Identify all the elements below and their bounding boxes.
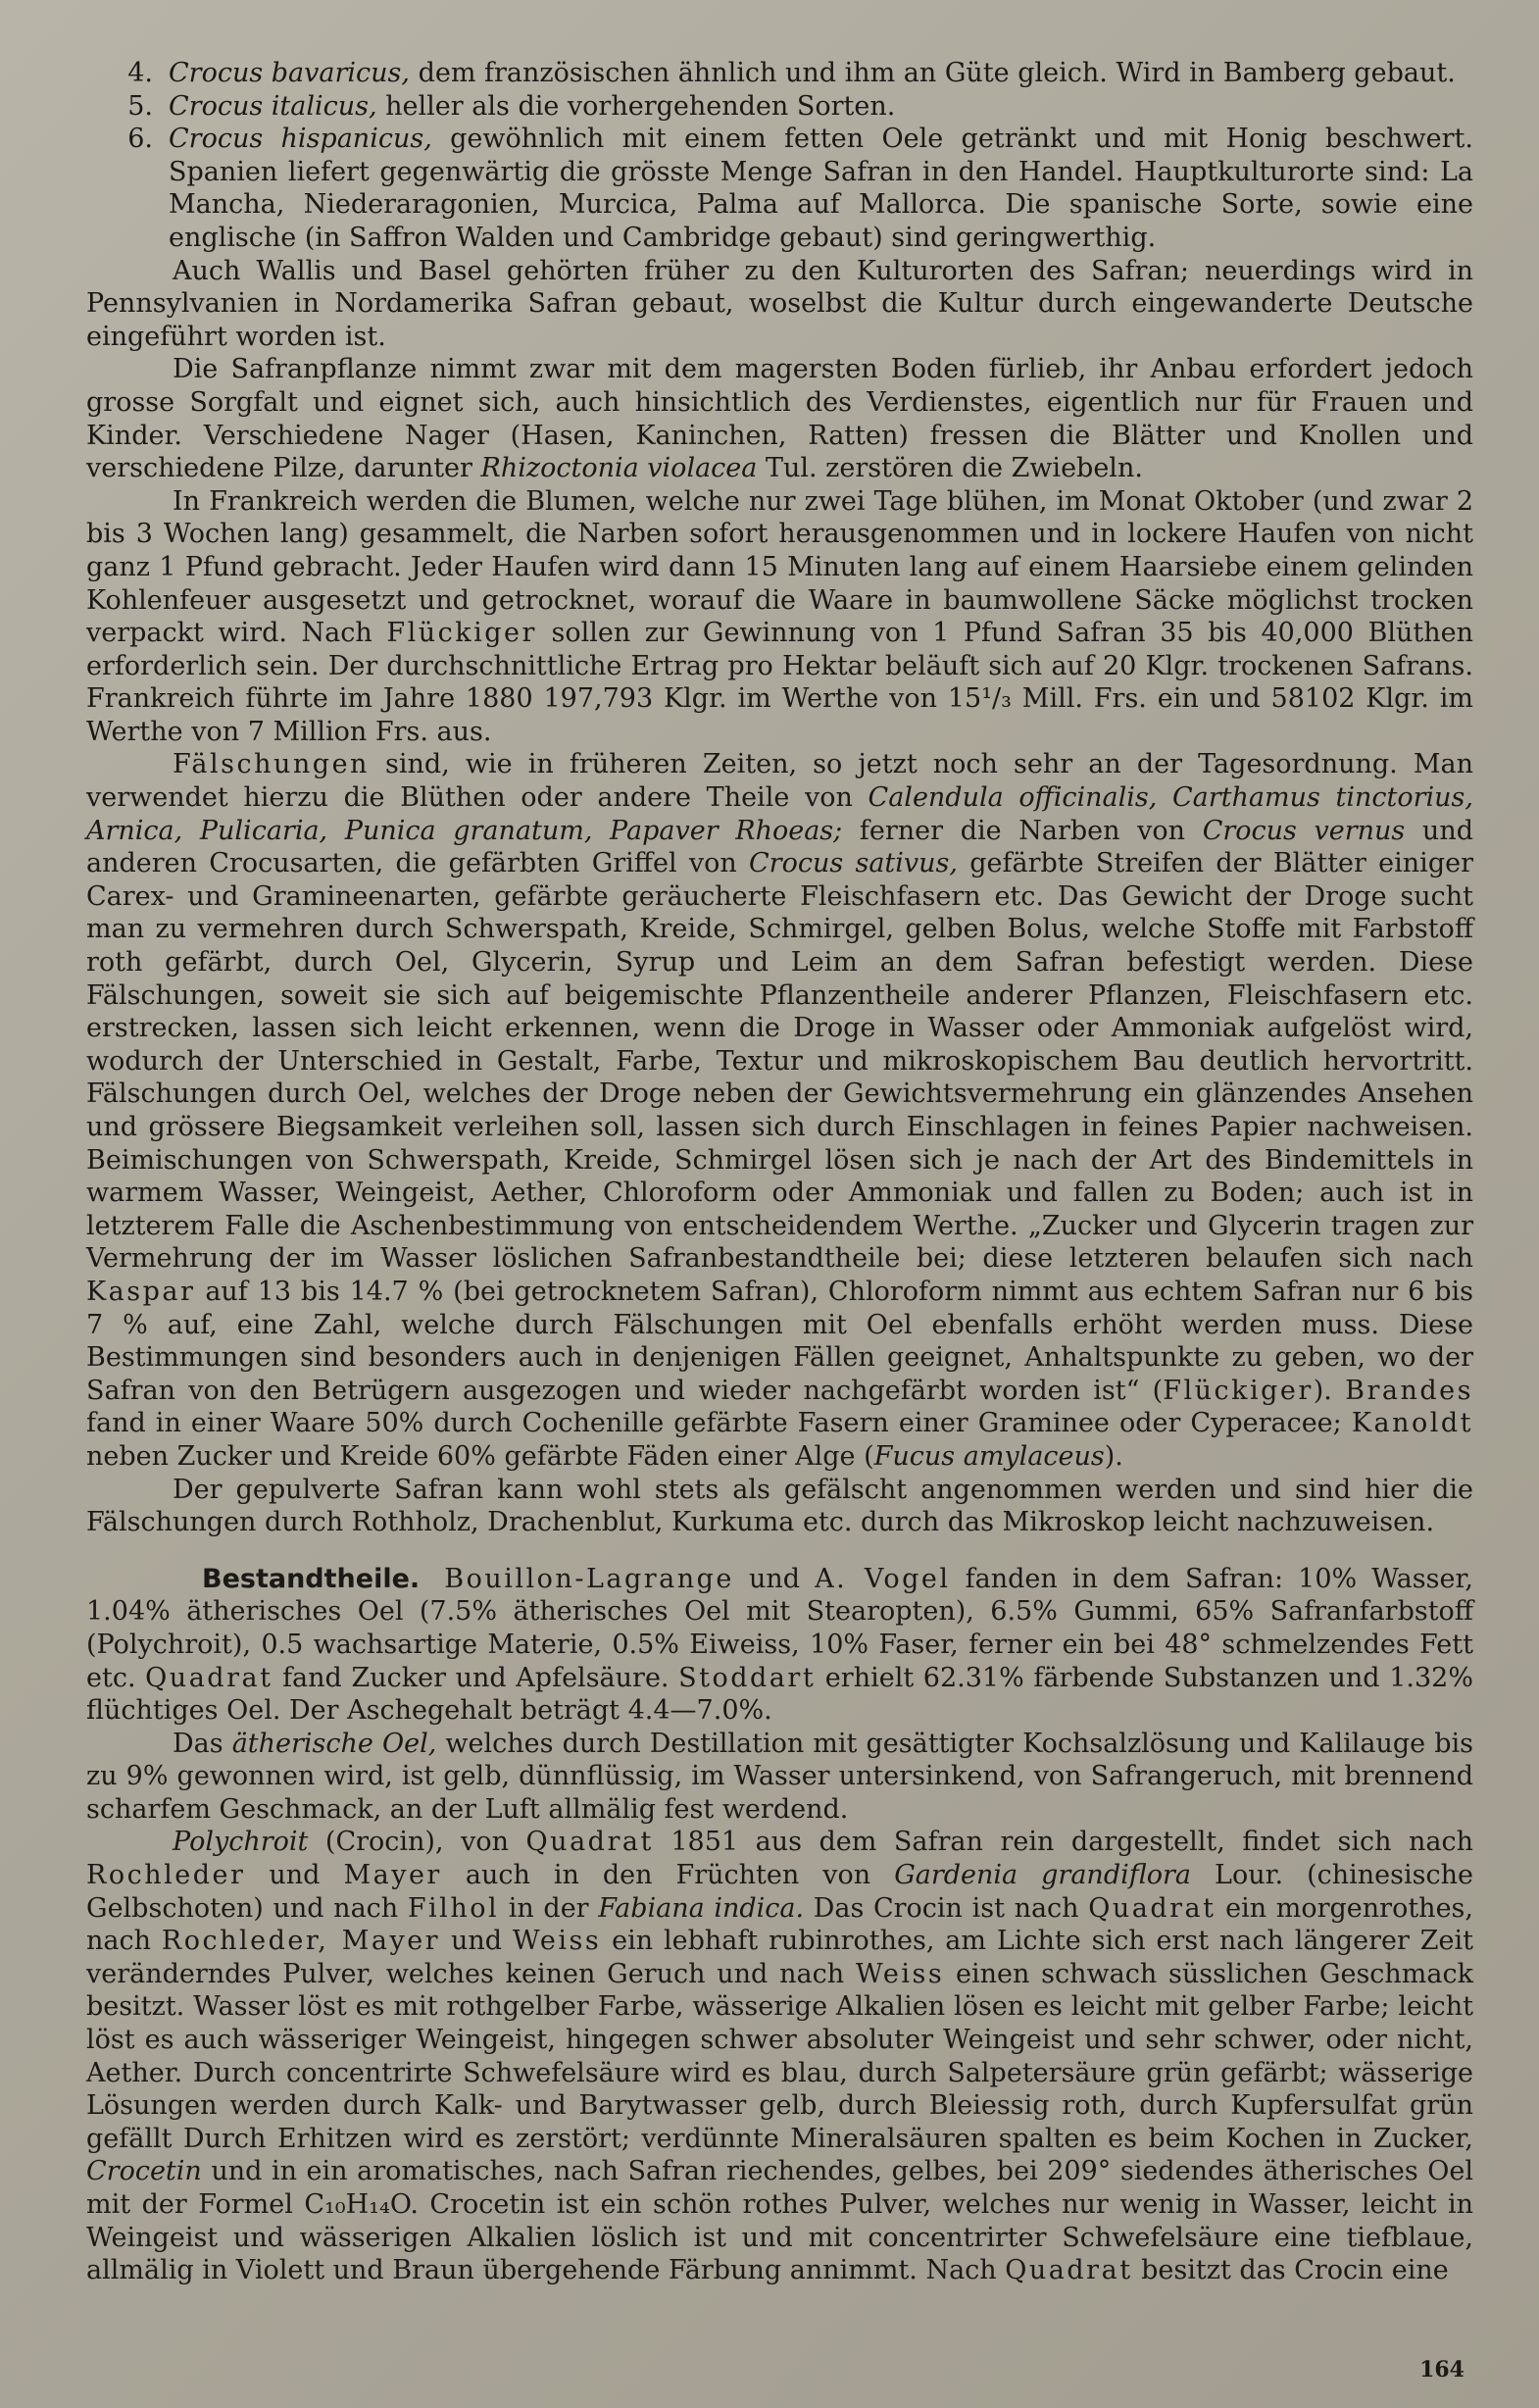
paragraph-cultivation-care: Die Safranpflanze nimmt zwar mit dem magersten Boden fürlieb, ihr Anbau erfordert jedoch grosse Sorgfalt und eignet sich, auch hinsichtlich des Verdienstes, eigentlich nur für Frauen und Kinder. Verschiedene Nager (Hasen, Kaninchen, Ratten) fressen die Blätter und Knollen und verschiedene Pilze, darunter Rhizoctonia violacea Tul. zerstören die Zwiebeln. [86,354,1473,484]
species-name: Crocus italicus, [169,90,377,122]
list-number: 5. [127,90,153,122]
species-name: Rhizoctonia violacea [480,453,758,484]
author-name: Mayer [343,1860,442,1891]
author-name: Kaspar [86,1276,196,1307]
species-name: Gardenia grandiflora [894,1860,1192,1891]
author-name: A. Vogel [815,1563,951,1594]
list-text: heller als die vorhergehenden Sorten. [376,90,896,122]
paragraph-powder: Der gepulverte Safran kann wohl stets als gefälscht angenommen werden und sind hier die Fälschungen durch Rothholz, Drachenblut, Kurkuma etc. durch das Mikroskop leicht nachzuweisen. [86,1474,1473,1538]
author-name: Bouillon-Lagrange [444,1563,734,1594]
author-name: Quadrat [1005,2255,1133,2286]
author-name: Kanoldt [1351,1408,1473,1439]
paragraph-harvest: In Frankreich werden die Blumen, welche nur zwei Tage blühen, im Monat Oktober (und zwar 2 bis 3 Wochen lang) gesammelt, die Narben sofort herausgenommen und in lockere Haufen von nicht ganz 1 Pfund gebracht. Jeder Haufen wird dann 15 Minuten lang auf einem Haarsiebe einem gelinden Kohlenfeuer ausgesetzt und getrocknet, worauf die Waare in baumwollene Säcke möglichst trocken verpackt wird. Nach Flückiger sollen zur Gewinnung von 1 Pfund Safran 35 bis 40,000 Blüthen erforderlich sein. Der durchschnittliche Ertrag pro Hektar beläuft sich auf 20 Klgr. trockenen Safrans. Frankreich führte im Jahre 1880 197,793 Klgr. im Werthe von 15¹/₃ Mill. Frs. ein und 58102 Klgr. im Werthe von 7 Million Frs. aus. [86,485,1473,747]
term-italic: ätherische Oel, [231,1728,437,1759]
list-number: 4. [127,58,153,88]
author-name: Stoddart [678,1662,817,1693]
species-name: Fabiana indica. [598,1892,805,1924]
list-text: gewöhnlich mit einem fetten Oele getränkt und mit Honig beschwert. Spanien liefert gegenwärtig die grösste Menge Safran in den Handel. Hauptkulturorte sind: La Mancha, Niederaragonien, Murcica, Palma auf Mallorca. Die spanische Sorte, sowie eine englische (in Saffron Walden und Cambridge gebaut) sind geringwerthig. [169,124,1473,253]
author-name: Weiss [855,1958,945,1989]
species-name: Crocus bavaricus, [169,58,410,88]
author-name: Quadrat [1088,1892,1216,1924]
term-italic: Polychroit [173,1827,309,1858]
list-item [86,90,1473,124]
author-name: Quadrat [525,1827,654,1858]
section-heading: Bestandtheile. [202,1563,421,1594]
paragraph-polychroit: Polychroit (Crocin), von Quadrat 1851 aus dem Safran rein dargestellt, findet sich nach Rochleder und Mayer auch in den Früchten von Gardenia grandiflora Lour. (chinesische Gelbschoten) und nach Filhol in der Fabiana indica. Das Crocin ist nach Quadrat ein morgenrothes, nach Rochleder, Mayer und Weiss ein lebhaft rubinrothes, am Lichte sich erst nach längerer Zeit veränderndes Pulver, welches keinen Geruch und nach Weiss einen schwach süsslichen Geschmack besitzt. Wasser löst es mit rothgelber Farbe, wässerige Alkalien lösen es leicht mit gelber Farbe; leicht löst es auch wässeriger Weingeist, hingegen schwer absoluter Weingeist und sehr schwer, oder nicht, Aether. Durch concentrirte Schwefelsäure wird es blau, durch Salpetersäure grün gefärbt; wässerige Lösungen werden durch Kalk- und Barytwasser gelb, durch Bleiessig roth, durch Kupfersulfat grün gefällt Durch Erhitzen wird es zerstört; verdünnte Mineralsäuren spalten es beim Kochen in Zucker, Crocetin und in ein aromatisches, nach Safran riechendes, gelbes, bei 209° siedendes ätherisches Oel mit der Formel C₁₀H₁₄O. Crocetin ist ein schön rothes Pulver, welches nur wenig in Wasser, leicht in Weingeist und wässerigen Alkalien löslich ist und mit concentrirter Schwefelsäure eine tiefblaue, allmälig in Violett und Braun übergehende Färbung annimmt. Nach Quadrat besitzt das Crocin eine [86,1827,1474,2286]
term-italic: Crocetin [86,2156,202,2187]
list-number: 6. [127,124,153,155]
species-name: Crocus hispanicus, [169,124,432,155]
author-name: Flückiger [1163,1375,1314,1406]
author-name: Quadrat [145,1662,273,1693]
term-highlight: Fälschungen [173,749,370,780]
author-name: Filhol [407,1892,500,1924]
author-name: Brandes [1345,1375,1473,1406]
author-name: Weiss [512,1926,602,1957]
paragraph-constituents: Bestandtheile. Bouillon-Lagrange und A. Vogel fanden in dem Safran: 10% Wasser, 1.04% ätherisches Oel (7.5% ätherisches Oel mit Stearopten), 6.5% Gummi, 65% Safranfarbstoff (Polychroit), 0.5 wachsartige Materie, 0.5% Eiweiss, 10% Faser, ferner ein bei 48° schmelzendes Fett etc. Quadrat fand Zucker und Apfelsäure. Stoddart erhielt 62.31% färbende Substanzen und 1.32% flüchtiges Oel. Der Aschegehalt beträgt 4.4—7.0%. [86,1563,1473,1727]
paragraph-adulteration: Fälschungen sind, wie in früheren Zeiten, so jetzt noch sehr an der Tagesordnung. Man verwendet hierzu die Blüthen oder andere Theile von Calendula officinalis, Carthamus tinctorius, Arnica, Pulicaria, Punica granatum, Papaver Rhoeas; ferner die Narben von Crocus vernus und anderen Crocusarten, die gefärbten Griffel von Crocus sativus, gefärbte Streifen der Blätter einiger Carex- und Gramineenarten, gefärbte geräucherte Fleischfasern etc. Das Gewicht der Droge sucht man zu vermehren durch Schwerspath, Kreide, Schmirgel, gelben Bolus, welche Stoffe mit Farbstoff roth gefärbt, durch Oel, Glycerin, Syrup und Leim an dem Safran befestigt werden. Diese Fälschungen, soweit sie sich auf beigemischte Pflanzentheile anderer Pflanzen, Fleischfasern etc. erstrecken, lassen sich leicht erkennen, wenn die Droge in Wasser oder Ammoniak aufgelöst wird, wodurch der Unterschied in Gestalt, Farbe, Textur und mikroskopischem Bau deutlich hervortritt. Fälschungen durch Oel, welches der Droge neben der Gewichtsvermehrung ein glänzendes Ansehen und grössere Biegsamkeit verleihen soll, lassen sich durch Einschlagen in feines Papier nachweisen. Beimischungen von Schwerspath, Kreide, Schmirgel lösen sich je nach der Art des Bindemittels in warmem Wasser, Weingeist, Aether, Chloroform oder Ammoniak und fallen zu Boden; auch ist in letzterem Falle die Aschenbestimmung von entscheidendem Werthe. „Zucker und Glycerin tragen zur Vermehrung der im Wasser löslichen Safranbestandtheile bei; diese letzteren belaufen sich nach Kaspar auf 13 bis 14.7 % (bei getrocknetem Safran), Chloroform nimmt aus echtem Safran nur 6 bis 7 % auf, eine Zahl, welche durch Fälschungen mit Oel ebenfalls erhöht werden muss. Diese Bestimmungen sind besonders auch in denjenigen Fällen geeignet, Anhaltspunkte zu geben, wo der Safran von den Betrügern ausgezogen und wieder nachgefärbt worden ist“ (Flückiger). Brandes fand in einer Waare 50% durch Cochenille gefärbte Fasern einer Graminee oder Cyperacee; Kanoldt neben Zucker und Kreide 60% gefärbte Fäden einer Alge (Fucus amylaceus). [86,749,1473,1472]
list-text: dem französischen ähnlich und ihm an Güte gleich. Wird in Bamberg gebaut. [410,58,1456,88]
page-number: 164 [1419,2357,1465,2383]
species-name: Crocus vernus [1202,815,1406,846]
author-name: Flückiger [386,618,537,649]
list-item [86,57,1473,90]
author-name: Rochleder, Mayer [161,1926,441,1957]
crocus-variety-list [86,57,1473,255]
species-name: Fucus amylaceus [873,1440,1105,1472]
species-name: Calendula officinalis, Carthamus tinctorius, Arnica, Pulicaria, Punica granatum, Papaver Rhoeas; [86,782,1473,846]
author-name: Rochleder [86,1860,246,1891]
paragraph-cultivation-regions: Auch Wallis und Basel gehörten früher zu den Kulturorten des Safran; neuerdings wird in Pennsylvanien in Nordamerika Safran gebaut, woselbst die Kultur durch eingewanderte Deutsche eingeführt worden ist. [86,255,1473,352]
paragraph-essential-oil: Das ätherische Oel, welches durch Destillation mit gesättigter Kochsalzlösung und Kalilauge bis zu 9% gewonnen wird, ist gelb, dünnflüssig, im Wasser untersinkend, von Safrangeruch, mit brennend scharfem Geschmack, an der Luft allmälig fest werdend. [86,1728,1473,1825]
page-body [86,57,1473,2287]
list-item [86,123,1473,254]
species-name: Crocus sativus, [749,848,958,879]
